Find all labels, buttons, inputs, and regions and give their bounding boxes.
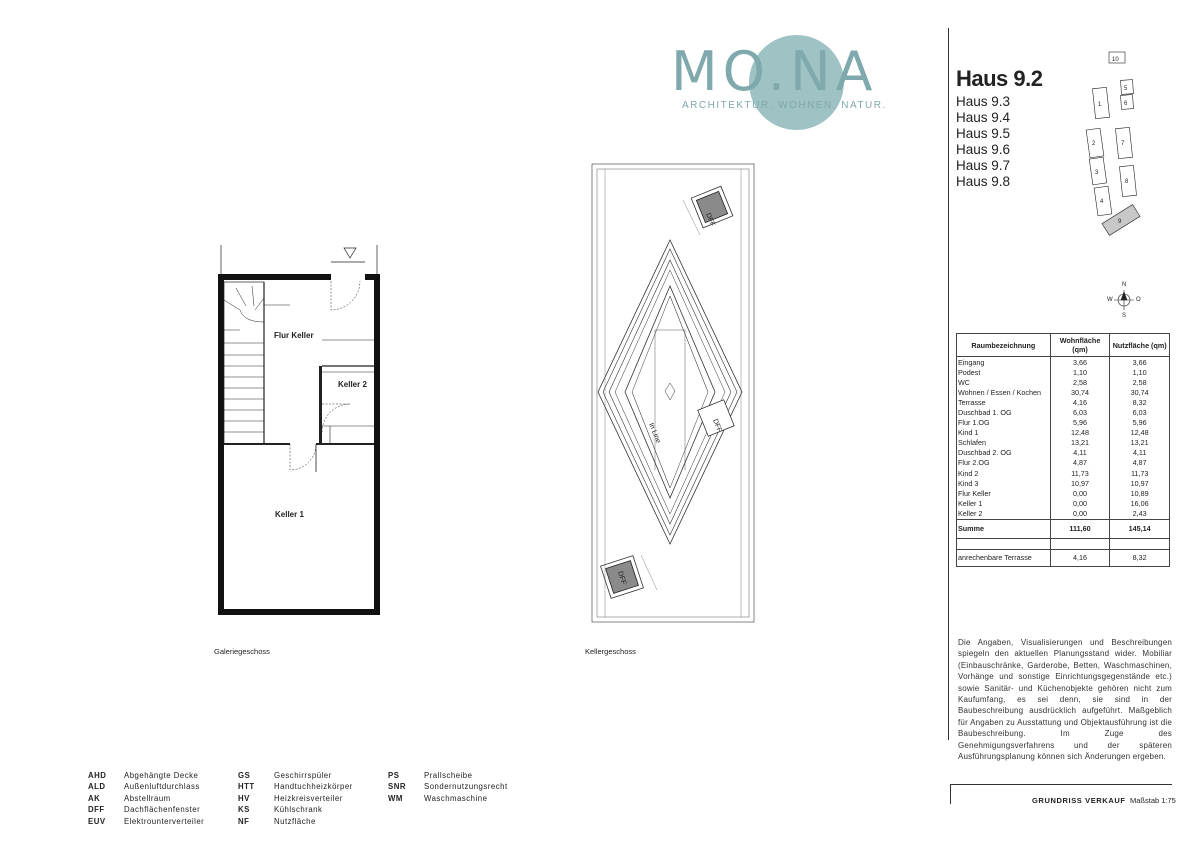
wohnflaeche-cell: 4,16 [1050, 397, 1110, 407]
legend-item [388, 781, 508, 792]
legend-item [88, 793, 204, 804]
site-label-7: 7 [1121, 141, 1125, 147]
legend-abbr: WM [388, 793, 403, 803]
site-label-6: 6 [1124, 101, 1128, 107]
nutzflaeche-cell: 10,89 [1110, 488, 1170, 498]
nutzflaeche-cell: 4,87 [1110, 458, 1170, 468]
legend-item [238, 793, 353, 804]
legend-item [88, 781, 204, 792]
wohnflaeche-cell: 30,74 [1050, 387, 1110, 397]
table-row [957, 488, 1170, 498]
site-label-5: 5 [1124, 86, 1128, 92]
wohnflaeche-cell: 0,00 [1050, 498, 1110, 508]
room-name-cell: Podest [957, 367, 1051, 377]
col-raum: Raumbezeichnung [957, 334, 1051, 357]
legend-text: Elektrounterverteiler [124, 816, 205, 826]
wohnflaeche-cell: 2,58 [1050, 377, 1110, 387]
room-name-cell: Duschbad 2. OG [957, 448, 1051, 458]
nutzflaeche-cell: 2,43 [1110, 508, 1170, 519]
nutzflaeche-cell: 12,48 [1110, 428, 1170, 438]
compass-s: S [1122, 313, 1127, 319]
legend-col-3 [388, 770, 508, 804]
table-row [957, 438, 1170, 448]
legend-text: Dachflächenfenster [124, 805, 201, 815]
house-item: Haus 9.4 [956, 110, 1011, 125]
table-row [957, 458, 1170, 468]
wohnflaeche-cell: 4,87 [1050, 458, 1110, 468]
room-name-cell: Eingang [957, 357, 1051, 368]
wohnflaeche-cell: 12,48 [1050, 428, 1110, 438]
room-name-cell: Flur 1.OG [957, 418, 1051, 428]
legend-text: Sondernutzungsrecht [424, 782, 508, 792]
wohnflaeche-cell: 6,03 [1050, 407, 1110, 417]
legend-abbr: AHD [88, 771, 107, 780]
room-name-cell: Keller 1 [957, 498, 1051, 508]
site-label-1: 1 [1098, 102, 1102, 108]
table-row [957, 418, 1170, 428]
compass-n: N [1122, 282, 1127, 288]
table-row [957, 397, 1170, 407]
compass-o: O [1136, 297, 1141, 303]
site-label-4: 4 [1100, 199, 1104, 205]
legend-abbr: HTT [238, 782, 255, 792]
legend-item [388, 770, 508, 781]
room-name-cell: Schlafen [957, 438, 1051, 448]
nutzflaeche-cell: 4,11 [1110, 448, 1170, 458]
room-keller-2: Keller 2 [338, 380, 367, 389]
compass-w: W [1107, 297, 1113, 303]
legend-text: Handtuchheizkörper [274, 782, 353, 792]
legend-item [388, 793, 508, 804]
nutzflaeche-cell: 13,21 [1110, 438, 1170, 448]
site-label-3: 3 [1095, 170, 1099, 176]
nutzflaeche-cell: 1,10 [1110, 367, 1170, 377]
room-name-cell: Kind 3 [957, 478, 1051, 488]
table-terrace-row [957, 549, 1170, 566]
table-row [957, 357, 1170, 368]
dff-label-middle: DFF [711, 418, 723, 434]
dff-label-bottom: DFF [616, 570, 627, 586]
house-item: Haus 9.8 [956, 174, 1011, 189]
nutzflaeche-cell: 8,32 [1110, 397, 1170, 407]
legend-item [238, 781, 353, 792]
table-row [957, 478, 1170, 488]
legend-abbr: AK [88, 793, 101, 803]
table-row [957, 407, 1170, 417]
house-title: Haus 9.2 [956, 66, 1043, 91]
wohnflaeche-cell: 10,97 [1050, 478, 1110, 488]
table-sum-row [957, 519, 1170, 538]
legend-abbr: ALD [88, 782, 106, 792]
room-name-cell: WC [957, 377, 1051, 387]
logo-wordmark: MO.NA [671, 40, 878, 103]
legend-abbr: PS [388, 771, 400, 780]
house-item: Haus 9.6 [956, 142, 1011, 157]
nutzflaeche-cell: 10,97 [1110, 478, 1170, 488]
room-area-table [956, 333, 1170, 567]
house-item: Haus 9.3 [956, 94, 1011, 109]
legend-text: Waschmaschine [424, 793, 488, 803]
legend-text: Geschirrspüler [274, 771, 332, 780]
legend-abbr: DFF [88, 805, 105, 815]
legend-abbr: NF [238, 816, 250, 826]
legend-col-1 [88, 770, 204, 827]
legend-text: Abgehängte Decke [124, 771, 199, 780]
room-name-cell: Terrasse [957, 397, 1051, 407]
table-row [957, 448, 1170, 458]
room-flur-keller: Flur Keller [274, 331, 314, 340]
legend-abbr: SNR [388, 782, 406, 792]
nutzflaeche-cell: 3,66 [1110, 357, 1170, 368]
site-label-2: 2 [1092, 141, 1096, 147]
house-item: Haus 9.7 [956, 158, 1011, 173]
legend-item [88, 816, 204, 827]
room-name-cell: Flur 2.OG [957, 458, 1051, 468]
nutzflaeche-cell: 16,06 [1110, 498, 1170, 508]
sum-label: Summe [957, 519, 1051, 538]
legend-text: Heizkreisverteiler [274, 793, 343, 803]
legend-abbr: KS [238, 805, 250, 815]
legend-item [88, 804, 204, 815]
house-list [956, 94, 1010, 190]
room-name-cell: Flur Keller [957, 488, 1051, 498]
disclaimer-text: Die Angaben, Visualisierungen und Beschreibungen spiegeln den aktuellen Planungsstand wider. Mobiliar (Einbauschränke, Garderobe, Betten, Waschmaschinen, Vorhänge und sonstige Einrichtungsgegenstände etc.) sowie Sanitär- und Küchenobjekte gehören nicht zum Kaufumfang, es sei denn, sie sind in der Baubeschreibung ausdrücklich aufgeführt. Maßgeblich für Angaben zu Ausstattung und Objektausführung ist die Baubeschreibung. Im Zuge des Genehmigungsverfahrens und der späteren Ausführungsplanung können sich Änderungen ergeben. [958, 638, 1172, 762]
legend-text: Kühlschrank [274, 805, 323, 815]
floor-label-galeriegeschoss: Galeriegeschoss [214, 647, 270, 656]
legend-item [238, 770, 353, 781]
footer-title: GRUNDRISS VERKAUF [1032, 796, 1126, 805]
table-row [957, 387, 1170, 397]
footer-scale: Maßstab 1:75 [1130, 796, 1176, 805]
sum-nutz: 145,14 [1110, 519, 1170, 538]
sum-wohn: 111,60 [1050, 519, 1110, 538]
site-label-10: 10 [1112, 57, 1119, 63]
plan-kellergeschoss [592, 164, 754, 622]
inline-label: In Line [647, 422, 662, 445]
nutzflaeche-cell: 2,58 [1110, 377, 1170, 387]
wohnflaeche-cell: 0,00 [1050, 488, 1110, 498]
nutzflaeche-cell: 6,03 [1110, 407, 1170, 417]
site-label-9: 9 [1118, 219, 1122, 225]
legend-item [88, 770, 204, 781]
table-header [957, 334, 1170, 357]
wohnflaeche-cell: 13,21 [1050, 438, 1110, 448]
terrace-nutz: 8,32 [1110, 549, 1170, 566]
terrace-label: anrechenbare Terrasse [957, 549, 1051, 566]
table-row [957, 367, 1170, 377]
wohnflaeche-cell: 5,96 [1050, 418, 1110, 428]
wohnflaeche-cell: 11,73 [1050, 468, 1110, 478]
legend-text: Außenluftdurchlass [124, 782, 200, 792]
house-item: Haus 9.5 [956, 126, 1011, 141]
floor-label-kellergeschoss: Kellergeschoss [585, 647, 636, 656]
legend-text: Nutzfläche [274, 816, 316, 826]
room-name-cell: Duschbad 1. OG [957, 407, 1051, 417]
terrace-wohn: 4,16 [1050, 549, 1110, 566]
wohnflaeche-cell: 1,10 [1050, 367, 1110, 377]
room-keller-1: Keller 1 [275, 510, 304, 519]
legend-abbr: EUV [88, 816, 106, 826]
legend-item [238, 816, 353, 827]
legend-abbr: HV [238, 793, 250, 803]
logo-tagline: ARCHITEKTUR. WOHNEN. NATUR. [682, 100, 887, 111]
nutzflaeche-cell: 5,96 [1110, 418, 1170, 428]
compass-icon [1114, 290, 1134, 310]
col-nutzflaeche: Nutzfläche (qm) [1110, 334, 1170, 357]
legend-abbr: GS [238, 771, 251, 780]
wohnflaeche-cell: 0,00 [1050, 508, 1110, 519]
wohnflaeche-cell: 3,66 [1050, 357, 1110, 368]
table-row [957, 498, 1170, 508]
legend-col-2 [238, 770, 353, 827]
footer-rule-left [950, 784, 951, 804]
room-name-cell: Kind 2 [957, 468, 1051, 478]
room-name-cell: Wohnen / Essen / Kochen [957, 387, 1051, 397]
footer-rule [950, 784, 1172, 785]
room-name-cell: Keller 2 [957, 508, 1051, 519]
legend-text: Abstellraum [124, 793, 171, 803]
site-label-8: 8 [1125, 179, 1129, 185]
legend-item [238, 804, 353, 815]
table-row [957, 508, 1170, 519]
wohnflaeche-cell: 4,11 [1050, 448, 1110, 458]
nutzflaeche-cell: 11,73 [1110, 468, 1170, 478]
nutzflaeche-cell: 30,74 [1110, 387, 1170, 397]
table-row [957, 377, 1170, 387]
table-row [957, 468, 1170, 478]
plan-galeriegeschoss [218, 245, 380, 615]
legend-text: Prallscheibe [424, 771, 473, 780]
table-row [957, 428, 1170, 438]
room-name-cell: Kind 1 [957, 428, 1051, 438]
dff-label-top: DFF [704, 212, 716, 228]
col-wohnflaeche: Wohnfläche (qm) [1050, 334, 1110, 357]
sidebar-divider [948, 28, 949, 740]
